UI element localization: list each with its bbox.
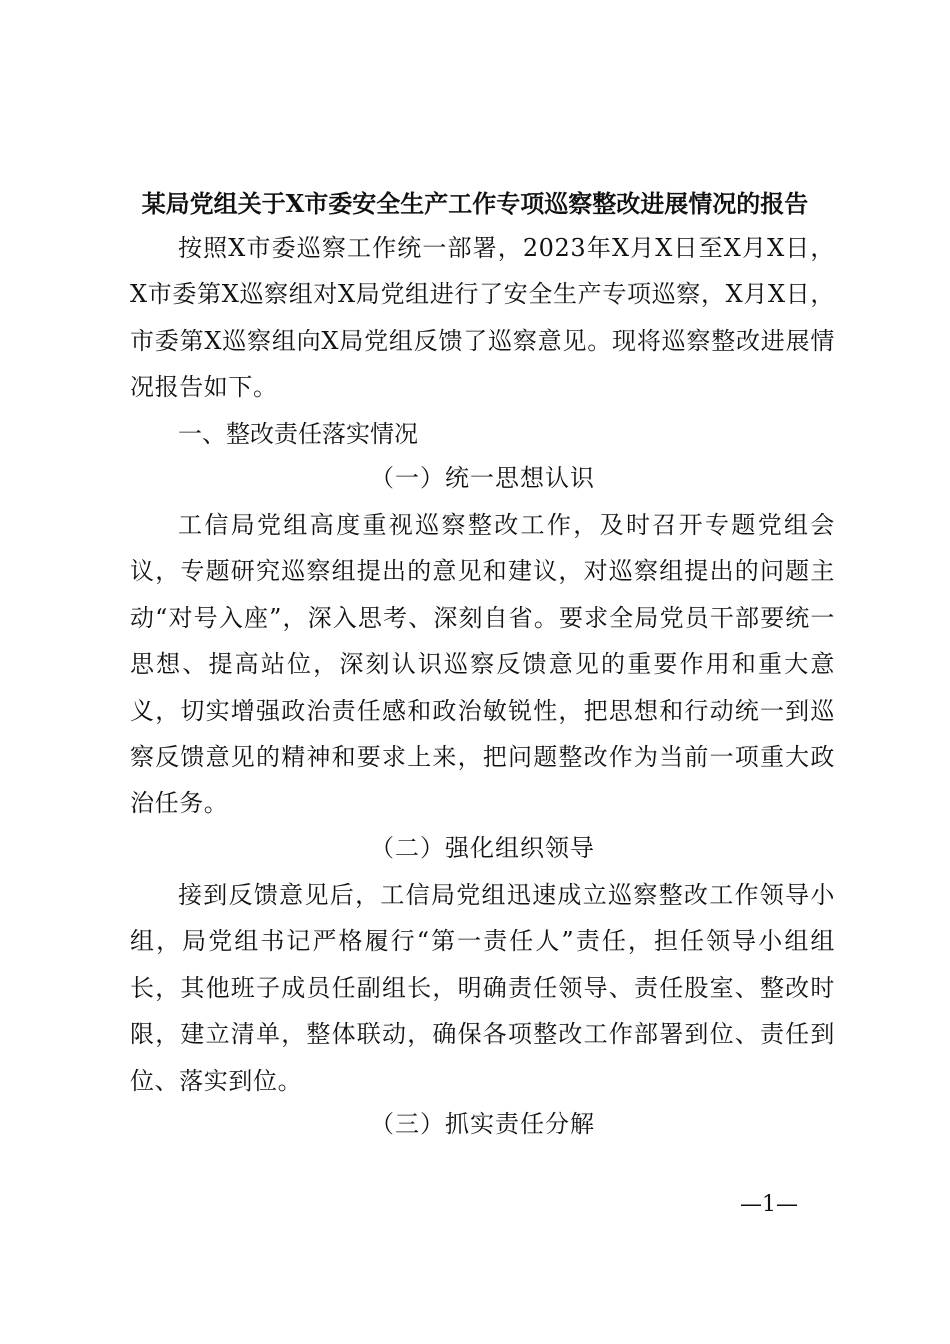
subsection-heading-1: （一）统一思想认识 xyxy=(370,464,595,492)
section-heading-1: 一、整改责任落实情况 xyxy=(178,420,418,448)
intro-paragraph: 按照X市委巡察工作统一部署，2023年X月X日至X月X日，X市委第X巡察组对X局党组进行了安全生产专项巡察，X月X日，市委第X巡察组向X局党组反馈了巡察意见。现将巡察整改进展情况报告如下。 xyxy=(130,234,835,402)
subsection-heading-3: （三）抓实责任分解 xyxy=(370,1110,595,1138)
subsection-2-paragraph: 接到反馈意见后，工信局党组迅速成立巡察整改工作领导小组，局党组书记严格履行“第一责任人”责任，担任领导小组组长，其他班子成员任副组长，明确责任领导、责任股室、整改时限，建立清单，整体联动，确保各项整改工作部署到位、责任到位、落实到位。 xyxy=(130,881,835,1095)
page-number: —1— xyxy=(740,1192,798,1217)
document-title: 某局党组关于X市委安全生产工作专项巡察整改进展情况的报告 xyxy=(141,189,809,218)
subsection-1-paragraph: 工信局党组高度重视巡察整改工作，及时召开专题党组会议，专题研究巡察组提出的意见和建议，对巡察组提出的问题主动“对号入座”，深入思考、深刻自省。要求全局党员干部要统一思想、提高站位，深刻认识巡察反馈意见的重要作用和重大意义，切实增强政治责任感和政治敏锐性，把思想和行动统一到巡察反馈意见的精神和要求上来，把问题整改作为当前一项重大政治任务。 xyxy=(130,511,835,818)
subsection-heading-2: （二）强化组织领导 xyxy=(370,834,595,862)
